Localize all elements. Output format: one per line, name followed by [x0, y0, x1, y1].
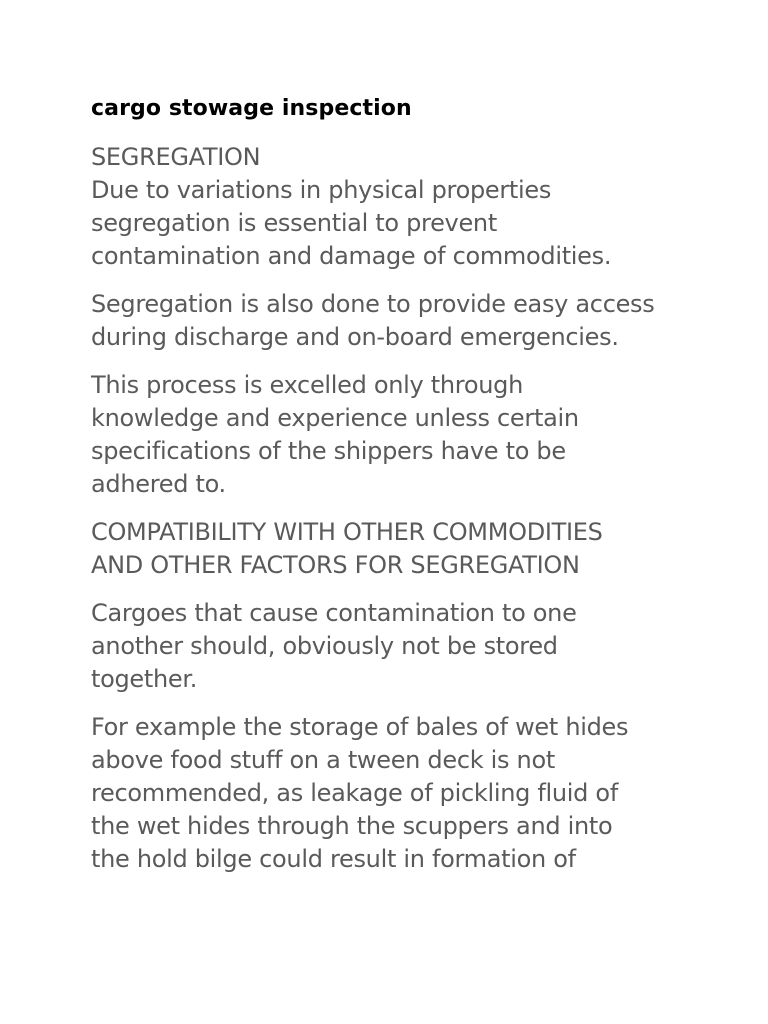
text-line: the hold bilge could result in formation of — [91, 845, 576, 873]
text-line: above food stuff on a tween deck is not — [91, 746, 555, 774]
text-line: Segregation is also done to provide easy access — [91, 290, 655, 318]
wet-hides-example-paragraph — [91, 711, 691, 876]
document-page — [91, 92, 691, 876]
knowledge-experience-paragraph — [91, 369, 691, 501]
text-line: segregation is essential to prevent — [91, 209, 497, 237]
text-line: contamination and damage of commodities. — [91, 242, 612, 270]
easy-access-paragraph — [91, 288, 691, 354]
text-line: the wet hides through the scuppers and into — [91, 812, 613, 840]
text-line: Cargoes that cause contamination to one — [91, 599, 577, 627]
document-title: cargo stowage inspection — [91, 96, 412, 121]
text-line: during discharge and on-board emergencies. — [91, 323, 619, 351]
segregation-intro-paragraph — [91, 141, 691, 273]
text-line: AND OTHER FACTORS FOR SEGREGATION — [91, 551, 580, 579]
text-line: recommended, as leakage of pickling fluid of — [91, 779, 618, 807]
text-line: This process is excelled only through — [91, 371, 523, 399]
text-line: another should, obviously not be stored — [91, 632, 558, 660]
compatibility-heading — [91, 516, 691, 582]
text-line: adhered to. — [91, 470, 226, 498]
text-line: together. — [91, 665, 198, 693]
text-line: For example the storage of bales of wet hides — [91, 713, 629, 741]
text-line: COMPATIBILITY WITH OTHER COMMODITIES — [91, 518, 603, 546]
text-line: specifications of the shippers have to be — [91, 437, 566, 465]
contamination-paragraph — [91, 597, 691, 696]
text-line: knowledge and experience unless certain — [91, 404, 579, 432]
text-line: Due to variations in physical properties — [91, 176, 552, 204]
text-line: SEGREGATION — [91, 143, 261, 171]
